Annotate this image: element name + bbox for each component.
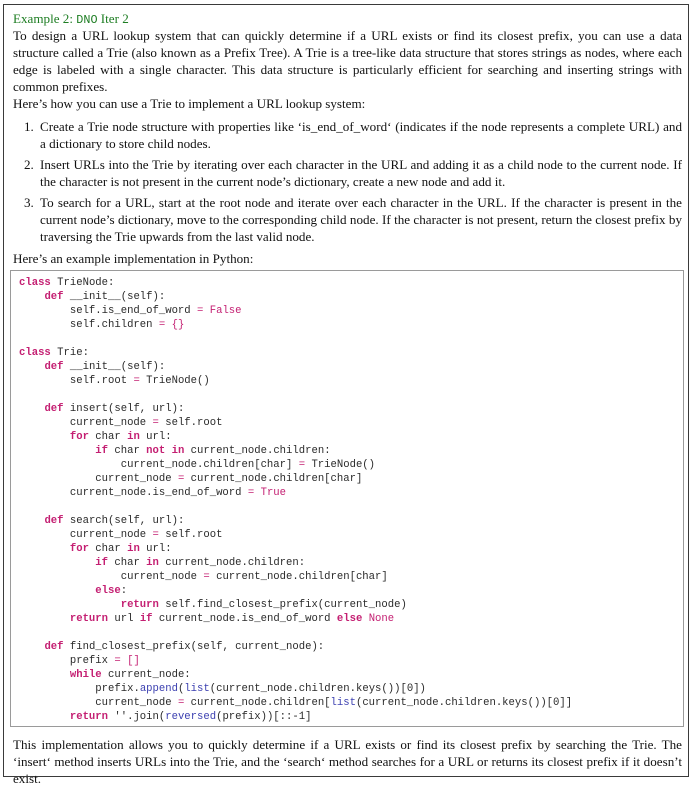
step-number: 1.	[24, 119, 34, 134]
outro-paragraph: This implementation allows you to quickly determine if a URL exists or find its closest prefix by searching the Trie. The ‘insert‘ method inserts URLs into the Trie, and the ‘search‘ method searches for a URL or returns its closest prefix if it doesn’t exist.	[13, 737, 682, 786]
example-frame	[3, 4, 689, 786]
title-code: DNO	[76, 13, 98, 27]
step-item	[13, 156, 682, 190]
step-number: 3.	[24, 195, 34, 210]
title-suffix: Iter 2	[97, 11, 129, 26]
title-prefix: Example 2:	[13, 11, 77, 26]
code-block	[10, 270, 684, 727]
step-item	[13, 194, 682, 245]
intro-paragraph: To design a URL lookup system that can quickly determine if a URL exists or find its closest prefix, you can use a data structure called a Trie (also known as a Prefix Tree). A Trie is a tree-like data structure that stores strings as nodes, where each edge is labeled with a single character. This data structure is particularly efficient for searching and inserting strings with common prefixes.	[13, 28, 682, 94]
step-item	[13, 118, 682, 152]
step-text: Create a Trie node structure with properties like ‘is_end_of_word‘ (indicates if the node represents a complete URL) and a dictionary to store child nodes.	[40, 119, 682, 151]
step-text: To search for a URL, start at the root node and iterate over each character in the URL. If the character is present in the current node’s dictionary, move to the corresponding child node. If the character is not present, return the closest prefix by traversing the Trie upwards from the last valid node.	[40, 195, 682, 244]
step-text: Insert URLs into the Trie by iterating over each character in the URL and adding it as a child node to the current node. If the character is not present in the current node’s dictionary, create a new node and add it.	[40, 157, 682, 189]
step-number: 2.	[24, 157, 34, 172]
intro-lead: Here’s how you can use a Trie to implement a URL lookup system:	[13, 96, 366, 111]
intro-section	[13, 27, 682, 112]
code-text: class TrieNode: def __init__(self): self.is_end_of_word = False self.children = {} class Trie: def __init__(self): self.root = TrieNode() def insert(self, url): current_node = self.root for char in url: if char not in current_node.children: current_node.children[char] = TrieNode() current_node = current_node.children[char] current_node.is_end_of_word = True def search(self, url): current_node = self.root for char in url: if char in current_node.children: current_node = current_node.children[char] else: return self.find_closest_prefix(current_node) return url if current_node.is_end_of_word else None def find_closest_prefix(self, current_node): prefix = [] while current_node: prefix.append(list(current_node.children.keys())[0]) current_node = current_node.children[list(current_node.children.keys())[0]] return ''.join(reversed(prefix))[::-1]	[19, 277, 573, 723]
example-lead: Here’s an example implementation in Python:	[13, 251, 254, 266]
steps-list	[13, 118, 682, 249]
